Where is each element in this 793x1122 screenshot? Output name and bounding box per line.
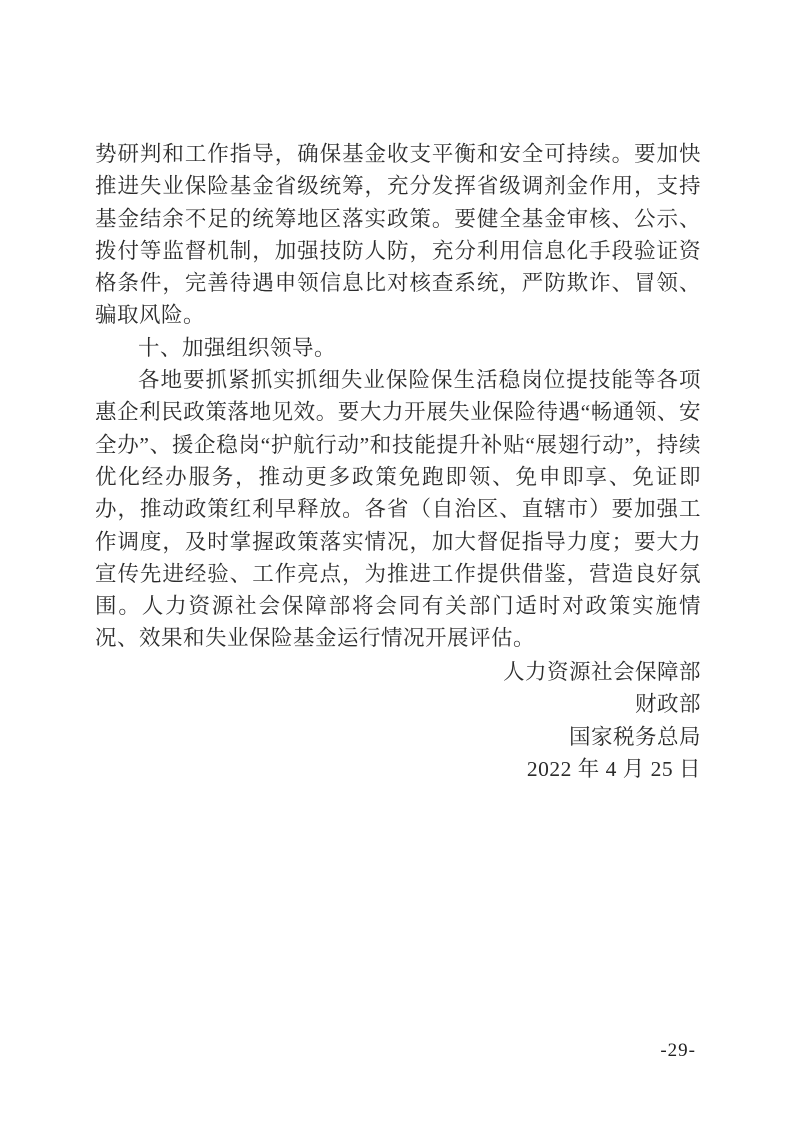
paragraph-section-heading: 十、加强组织领导。 bbox=[138, 335, 337, 360]
signature-org-mohrss: 人力资源社会保障部 bbox=[502, 660, 701, 684]
signature-date: 2022 年 4 月 25 日 bbox=[526, 756, 701, 781]
signature-org-taxation: 国家税务总局 bbox=[568, 724, 701, 749]
document-body bbox=[95, 138, 701, 655]
paragraph-body: 各地要抓紧抓实抓细失业保险保生活稳岗位提技能等各项惠企利民政策落地见效。要大力开展失业保险待遇“畅通领、安全办”、援企稳岗“护航行动”和技能提升补贴“展翅行动”，持续优化经办服务，推动更多政策免跑即领、免申即享、免证即办，推动政策红利早释放。各省（自治区、直辖市）要加强工作调度，及时掌握政策落实情况，加大督促指导力度；要大力宣传先进经验、工作亮点，为推进工作提供借鉴，营造良好氛围。人力资源社会保障部将会同有关部门适时对政策实施情况、效果和失业保险基金运行情况开展评估。 bbox=[95, 368, 701, 651]
page-number: -29- bbox=[660, 1040, 696, 1061]
paragraph-continuation: 势研判和工作指导，确保基金收支平衡和安全可持续。要加快推进失业保险基金省级统筹，充分发挥省级调剂金作用，支持基金结余不足的统筹地区落实政策。要健全基金审核、公示、拨付等监督机制，加强技防人防，充分利用信息化手段验证资格条件，完善待遇申领信息比对核查系统，严防欺诈、冒领、骗取风险。 bbox=[95, 142, 701, 328]
signature-block bbox=[95, 656, 701, 785]
signature-org-mof: 财政部 bbox=[634, 692, 701, 717]
